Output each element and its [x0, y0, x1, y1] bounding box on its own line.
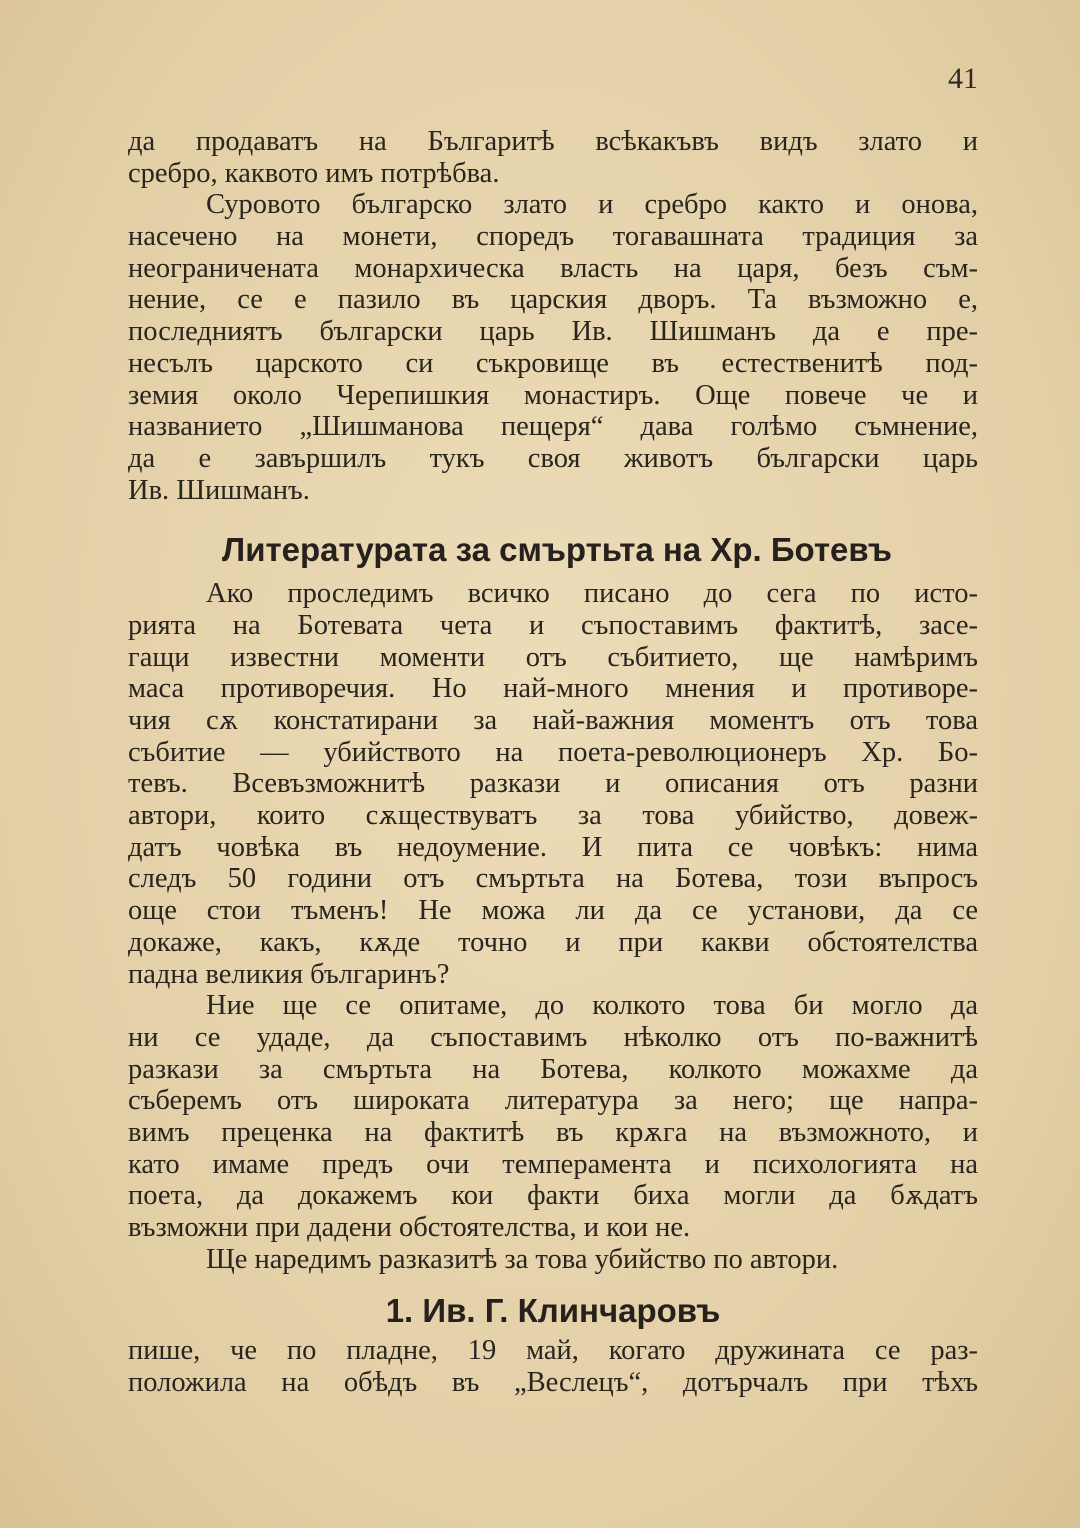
text-line: сребро, каквото имъ потрѣбва. — [128, 157, 500, 189]
text-line: неограничената монархическа власть на царя, безъ съм- — [128, 252, 978, 284]
paragraph — [128, 990, 978, 1244]
text-line: последниятъ български царь Ив. Шишманъ да е пре- — [128, 316, 978, 348]
text-line: поета, да докажемъ кои факти биха могли да бѫдатъ — [128, 1180, 978, 1212]
text-line: съберемъ отъ широката литература за него; ще напра- — [128, 1085, 978, 1117]
text-line: разкази за смъртьта на Ботева, колкото можахме да — [128, 1053, 978, 1085]
text-line: събитие — убийството на поета-революционеръ Хр. Бо- — [128, 736, 978, 768]
text-line: следъ 50 години отъ смъртьта на Ботева, този въпросъ — [128, 863, 978, 895]
section-heading: Литературата за смъртьта на Хр. Ботевъ — [222, 531, 892, 569]
text-line: земия около Черепишкия монастиръ. Още повече че и — [128, 379, 978, 411]
text-line: нение, се е пазило въ царския дворъ. Та възможно е, — [128, 284, 978, 316]
text-line: докаже, какъ, кѫде точно и при какви обстоятелства — [128, 926, 978, 958]
text-line: възможни при дадени обстоятелства, и кои не. — [128, 1212, 691, 1243]
paragraph — [128, 126, 978, 189]
paragraph — [128, 189, 978, 506]
text-line: тевъ. Всевъзможнитѣ разкази и описания отъ разни — [128, 768, 978, 800]
text-line: Ив. Шишманъ. — [128, 474, 310, 506]
paragraph — [128, 1244, 978, 1276]
text-line: Ако проследимъ всичко писано до сега по исто- — [206, 578, 978, 610]
text-line: несълъ царското си съкровище въ естественитѣ под- — [128, 347, 978, 379]
text-line: положила на обѣдъ въ „Веслецъ“, дотърчалъ при тѣхъ — [128, 1367, 978, 1399]
text-line: датъ човѣка въ недоумение. И пита се човѣкъ: нима — [128, 831, 978, 863]
text-line: Ще наредимъ разказитѣ за това убийство по автори. — [206, 1243, 839, 1275]
text-line: названието „Шишманова пещеря“ дава голѣмо съмнение, — [128, 411, 978, 443]
text-line: маса противоречия. Но най-много мнения и противоре- — [128, 673, 978, 705]
text-line: гащи известни моменти отъ събитието, ще намѣримъ — [128, 641, 978, 673]
paragraph — [128, 1335, 978, 1398]
text-line: автори, които сѫществуватъ за това убийство, довеж- — [128, 800, 978, 832]
text-line: рията на Ботевата чета и съпоставимъ фактитѣ, засе- — [128, 609, 978, 641]
text-line: падна великия българинъ? — [128, 958, 450, 990]
text-line: като имаме предъ очи темперамента и психологията на — [128, 1148, 978, 1180]
text-line: още стои тъменъ! Не можа ли да се установи, да се — [128, 895, 978, 927]
text-line: Суровото българско злато и сребро както и онова, — [206, 189, 978, 221]
text-line: да е завършилъ тукъ своя животъ български царь — [128, 442, 978, 474]
page-body — [128, 126, 978, 1399]
page-number: 41 — [948, 62, 978, 95]
text-line: пише, че по пладне, 19 май, когато дружината се раз- — [128, 1335, 978, 1367]
text-line: насечено на монети, споредъ тогавашната традиция за — [128, 221, 978, 253]
subsection-heading: 1. Ив. Г. Клинчаровъ — [385, 1292, 721, 1330]
text-line: да продаватъ на Българитѣ всѣкакъвъ видъ злато и — [128, 126, 978, 157]
text-line: чия сѫ констатирани за най-важния моментъ отъ това — [128, 705, 978, 736]
text-line: ни се удаде, да съпоставимъ нѣколко отъ по-важнитѣ — [128, 1021, 978, 1053]
paragraph — [128, 578, 978, 990]
text-line: Ние ще се опитаме, до колкото това би могло да — [206, 990, 978, 1022]
text-line: вимъ преценка на фактитѣ въ крѫга на възможното, и — [128, 1116, 978, 1148]
